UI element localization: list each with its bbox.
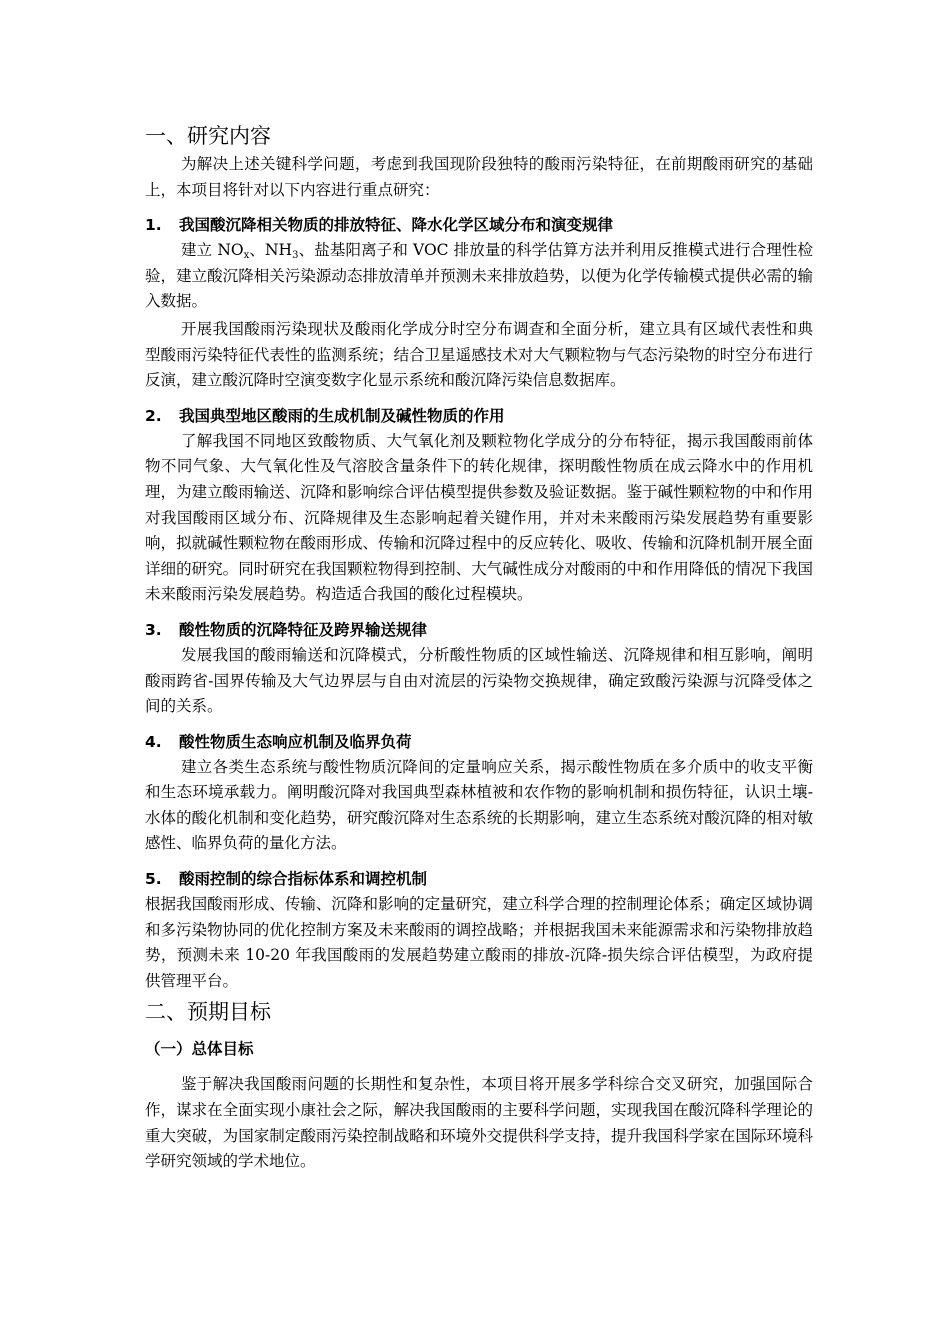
section-2-heading: 二、预期目标 <box>145 1000 271 1025</box>
item-4-title-text: 酸性物质生态响应机制及临界负荷 <box>179 732 412 751</box>
item-2-number: 2. <box>145 406 162 425</box>
subsection-overall-goal-title: （一）总体目标 <box>145 1040 254 1059</box>
item-2-paragraph-1: 了解我国不同地区致酸物质、大气氧化剂及颗粒物化学成分的分布特征，揭示我国酸雨前体物不同气象、大气氧化性及气溶胶含量条件下的转化规律，探明酸性物质在成云降水中的作用机理，为建立酸雨输送、沉降和影响综合评估模型提供参数及验证数据。鉴于碱性颗粒物的中和作用对我国酸雨区域分布、沉降规律及生态影响起着关键作用，并对未来酸雨污染发展趋势有重要影响，拟就碱性颗粒物在酸雨形成、传输和沉降过程中的反应转化、吸收、传输和沉降机制开展全面详细的研究。同时研究在我国颗粒物得到控制、大气碱性成分对酸雨的中和作用降低的情况下我国未来酸雨污染发展趋势。构造适合我国的酸化过程模块。 <box>145 431 813 604</box>
item-1-p1-sub-x: x <box>243 250 250 262</box>
item-1-title <box>145 212 813 238</box>
item-5-title <box>145 866 813 892</box>
item-2-title-text: 我国典型地区酸雨的生成机制及碱性物质的作用 <box>179 406 505 425</box>
item-5-title-text: 酸雨控制的综合指标体系和调控机制 <box>179 870 428 889</box>
item-1-paragraph-2: 开展我国酸雨污染现状及酸雨化学成分时空分布调查和全面分析，建立具有区域代表性和典型酸雨污染特征代表性的监测系统；结合卫星遥感技术对大气颗粒物与气态污染物的时空分布进行反演，建立酸沉降时空演变数字化显示系统和酸沉降污染信息数据库。 <box>145 319 813 390</box>
item-5-number: 5. <box>145 870 162 889</box>
item-1-p1-pre: 建立 NO <box>181 241 244 260</box>
item-3-number: 3. <box>145 620 162 639</box>
item-4-number: 4. <box>145 732 162 751</box>
item-5-paragraph-1: 根据我国酸雨形成、传输、沉降和影响的定量研究，建立科学合理的控制理论体系；确定区域协调和多污染物协同的优化控制方案及未来酸雨的调控战略；并根据我国未来能源需求和污染物排放趋势，预测未来 10-20 年我国酸雨的发展趋势建立酸雨的排放-沉降-损失综合评估模型，为政府提供管理平台。 <box>145 895 813 990</box>
item-1-p1-mid: 、NH <box>249 241 293 260</box>
item-2-title <box>145 403 813 429</box>
item-1-p1-sub-3: 3 <box>292 250 299 262</box>
item-1-paragraph-1 <box>145 238 813 315</box>
subsection-overall-goal-paragraph: 鉴于解决我国酸雨问题的长期性和复杂性，本项目将开展多学科综合交叉研究，加强国际合作，谋求在全面实现小康社会之际，解决我国酸雨的主要科学问题，实现我国在酸沉降科学理论的重大突破，为国家制定酸雨污染控制战略和环境外交提供科学支持，提升我国科学家在国际环境科学研究领域的学术地位。 <box>145 1075 813 1171</box>
item-4-paragraph-1: 建立各类生态系统与酸性物质沉降间的定量响应关系，揭示酸性物质在多介质中的收支平衡和生态环境承载力。阐明酸沉降对我国典型森林植被和农作物的影响机制和损伤特征，认识土壤-水体的酸化机制和变化趋势，研究酸沉降对生态系统的长期影响，建立生态系统对酸沉降的相对敏感性、临界负荷的量化方法。 <box>145 757 813 853</box>
item-1-title-text: 我国酸沉降相关物质的排放特征、降水化学区域分布和演变规律 <box>179 216 614 235</box>
item-4-title <box>145 729 813 755</box>
document-page <box>145 120 813 1175</box>
section-1-heading: 一、研究内容 <box>145 124 271 148</box>
item-1-number: 1. <box>145 216 162 235</box>
section-1-intro: 为解决上述关键科学问题，考虑到我国现阶段独特的酸雨污染特征，在前期酸雨研究的基础上，本项目将针对以下内容进行重点研究： <box>145 155 813 199</box>
item-3-title <box>145 617 813 643</box>
item-3-title-text: 酸性物质的沉降特征及跨界输送规律 <box>179 620 428 639</box>
item-1-p1-rest: 、盐基阳离子和 VOC 排放量的科学估算方法并利用反推模式进行合理性检验，建立酸沉降相关污染源动态排放清单并预测未来排放趋势，以便为化学传输模式提供必需的输入数据。 <box>145 241 813 311</box>
item-3-paragraph-1: 发展我国的酸雨输送和沉降模式，分析酸性物质的区域性输送、沉降规律和相互影响，阐明酸雨跨省-国界传输及大气边界层与自由对流层的污染物交换规律，确定致酸污染源与沉降受体之间的关系。 <box>145 645 813 716</box>
